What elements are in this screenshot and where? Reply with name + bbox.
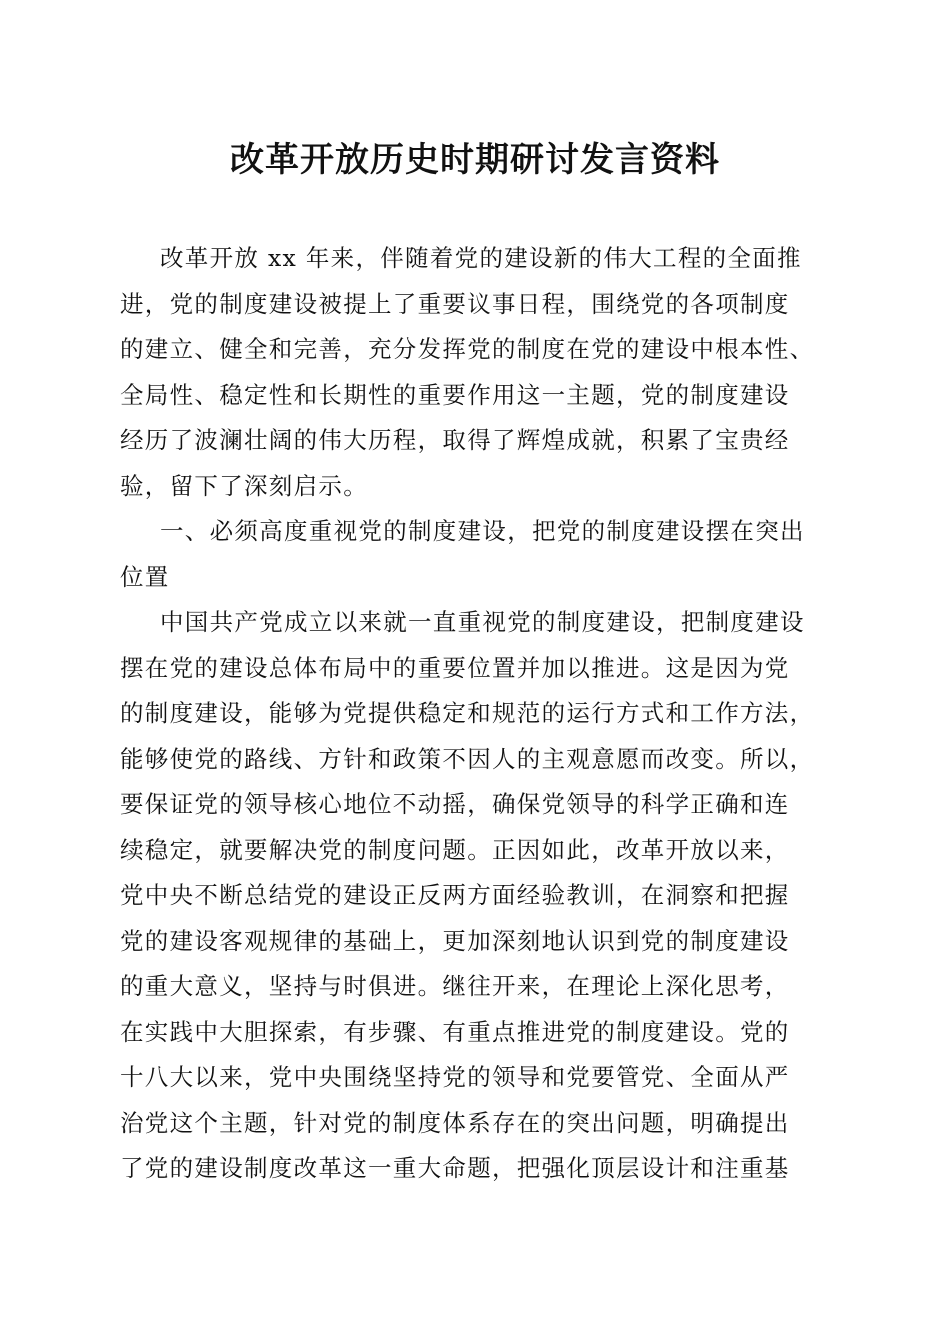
paragraph-line: 的建立、健全和完善，充分发挥党的制度在党的建设中根本性、 (120, 335, 815, 363)
document-title: 改革开放历史时期研讨发言资料 (230, 140, 720, 180)
paragraph-line: 的重大意义，坚持与时俱进。继往开来，在理论上深化思考， (120, 972, 790, 1000)
paragraph-line: 在实践中大胆探索，有步骤、有重点推进党的制度建设。党的 (120, 1017, 790, 1046)
document-body (120, 236, 838, 1192)
paragraph-line: 改革开放 xx 年来，伴随着党的建设新的伟大工程的全面推 (160, 244, 802, 272)
paragraph-line: 党的建设客观规律的基础上，更加深刻地认识到党的制度建设 (120, 926, 790, 955)
paragraph-line: 验，留下了深刻启示。 (120, 471, 368, 500)
paragraph-line: 全局性、稳定性和长期性的重要作用这一主题，党的制度建设 (120, 380, 790, 409)
paragraph-line: 治党这个主题，针对党的制度体系存在的突出问题，明确提出 (120, 1108, 790, 1137)
paragraph-line: 十八大以来，党中央围绕坚持党的领导和党要管党、全面从严 (120, 1063, 790, 1091)
section-heading-line: 一、必须高度重视党的制度建设，把党的制度建设摆在突出 (160, 517, 805, 545)
paragraph-line: 续稳定，就要解决党的制度问题。正因如此，改革开放以来， (120, 835, 790, 864)
paragraph-line: 要保证党的领导核心地位不动摇，确保党领导的科学正确和连 (120, 790, 790, 818)
paragraph-line: 中国共产党成立以来就一直重视党的制度建设，把制度建设 (160, 608, 805, 636)
paragraph-line: 进，党的制度建设被提上了重要议事日程，围绕党的各项制度 (120, 289, 790, 318)
paragraph-line: 摆在党的建设总体布局中的重要位置并加以推进。这是因为党 (120, 653, 790, 682)
paragraph-line: 党中央不断总结党的建设正反两方面经验教训，在洞察和把握 (120, 881, 790, 909)
paragraph-line: 经历了波澜壮阔的伟大历程，取得了辉煌成就，积累了宝贵经 (120, 426, 790, 454)
paragraph-line: 的制度建设，能够为党提供稳定和规范的运行方式和工作方法， (120, 699, 815, 727)
section-heading-line: 位置 (120, 562, 170, 591)
paragraph-line: 了党的建设制度改革这一重大命题，把强化顶层设计和注重基 (120, 1154, 790, 1182)
paragraph-line: 能够使党的路线、方针和政策不因人的主观意愿而改变。所以， (120, 744, 815, 773)
